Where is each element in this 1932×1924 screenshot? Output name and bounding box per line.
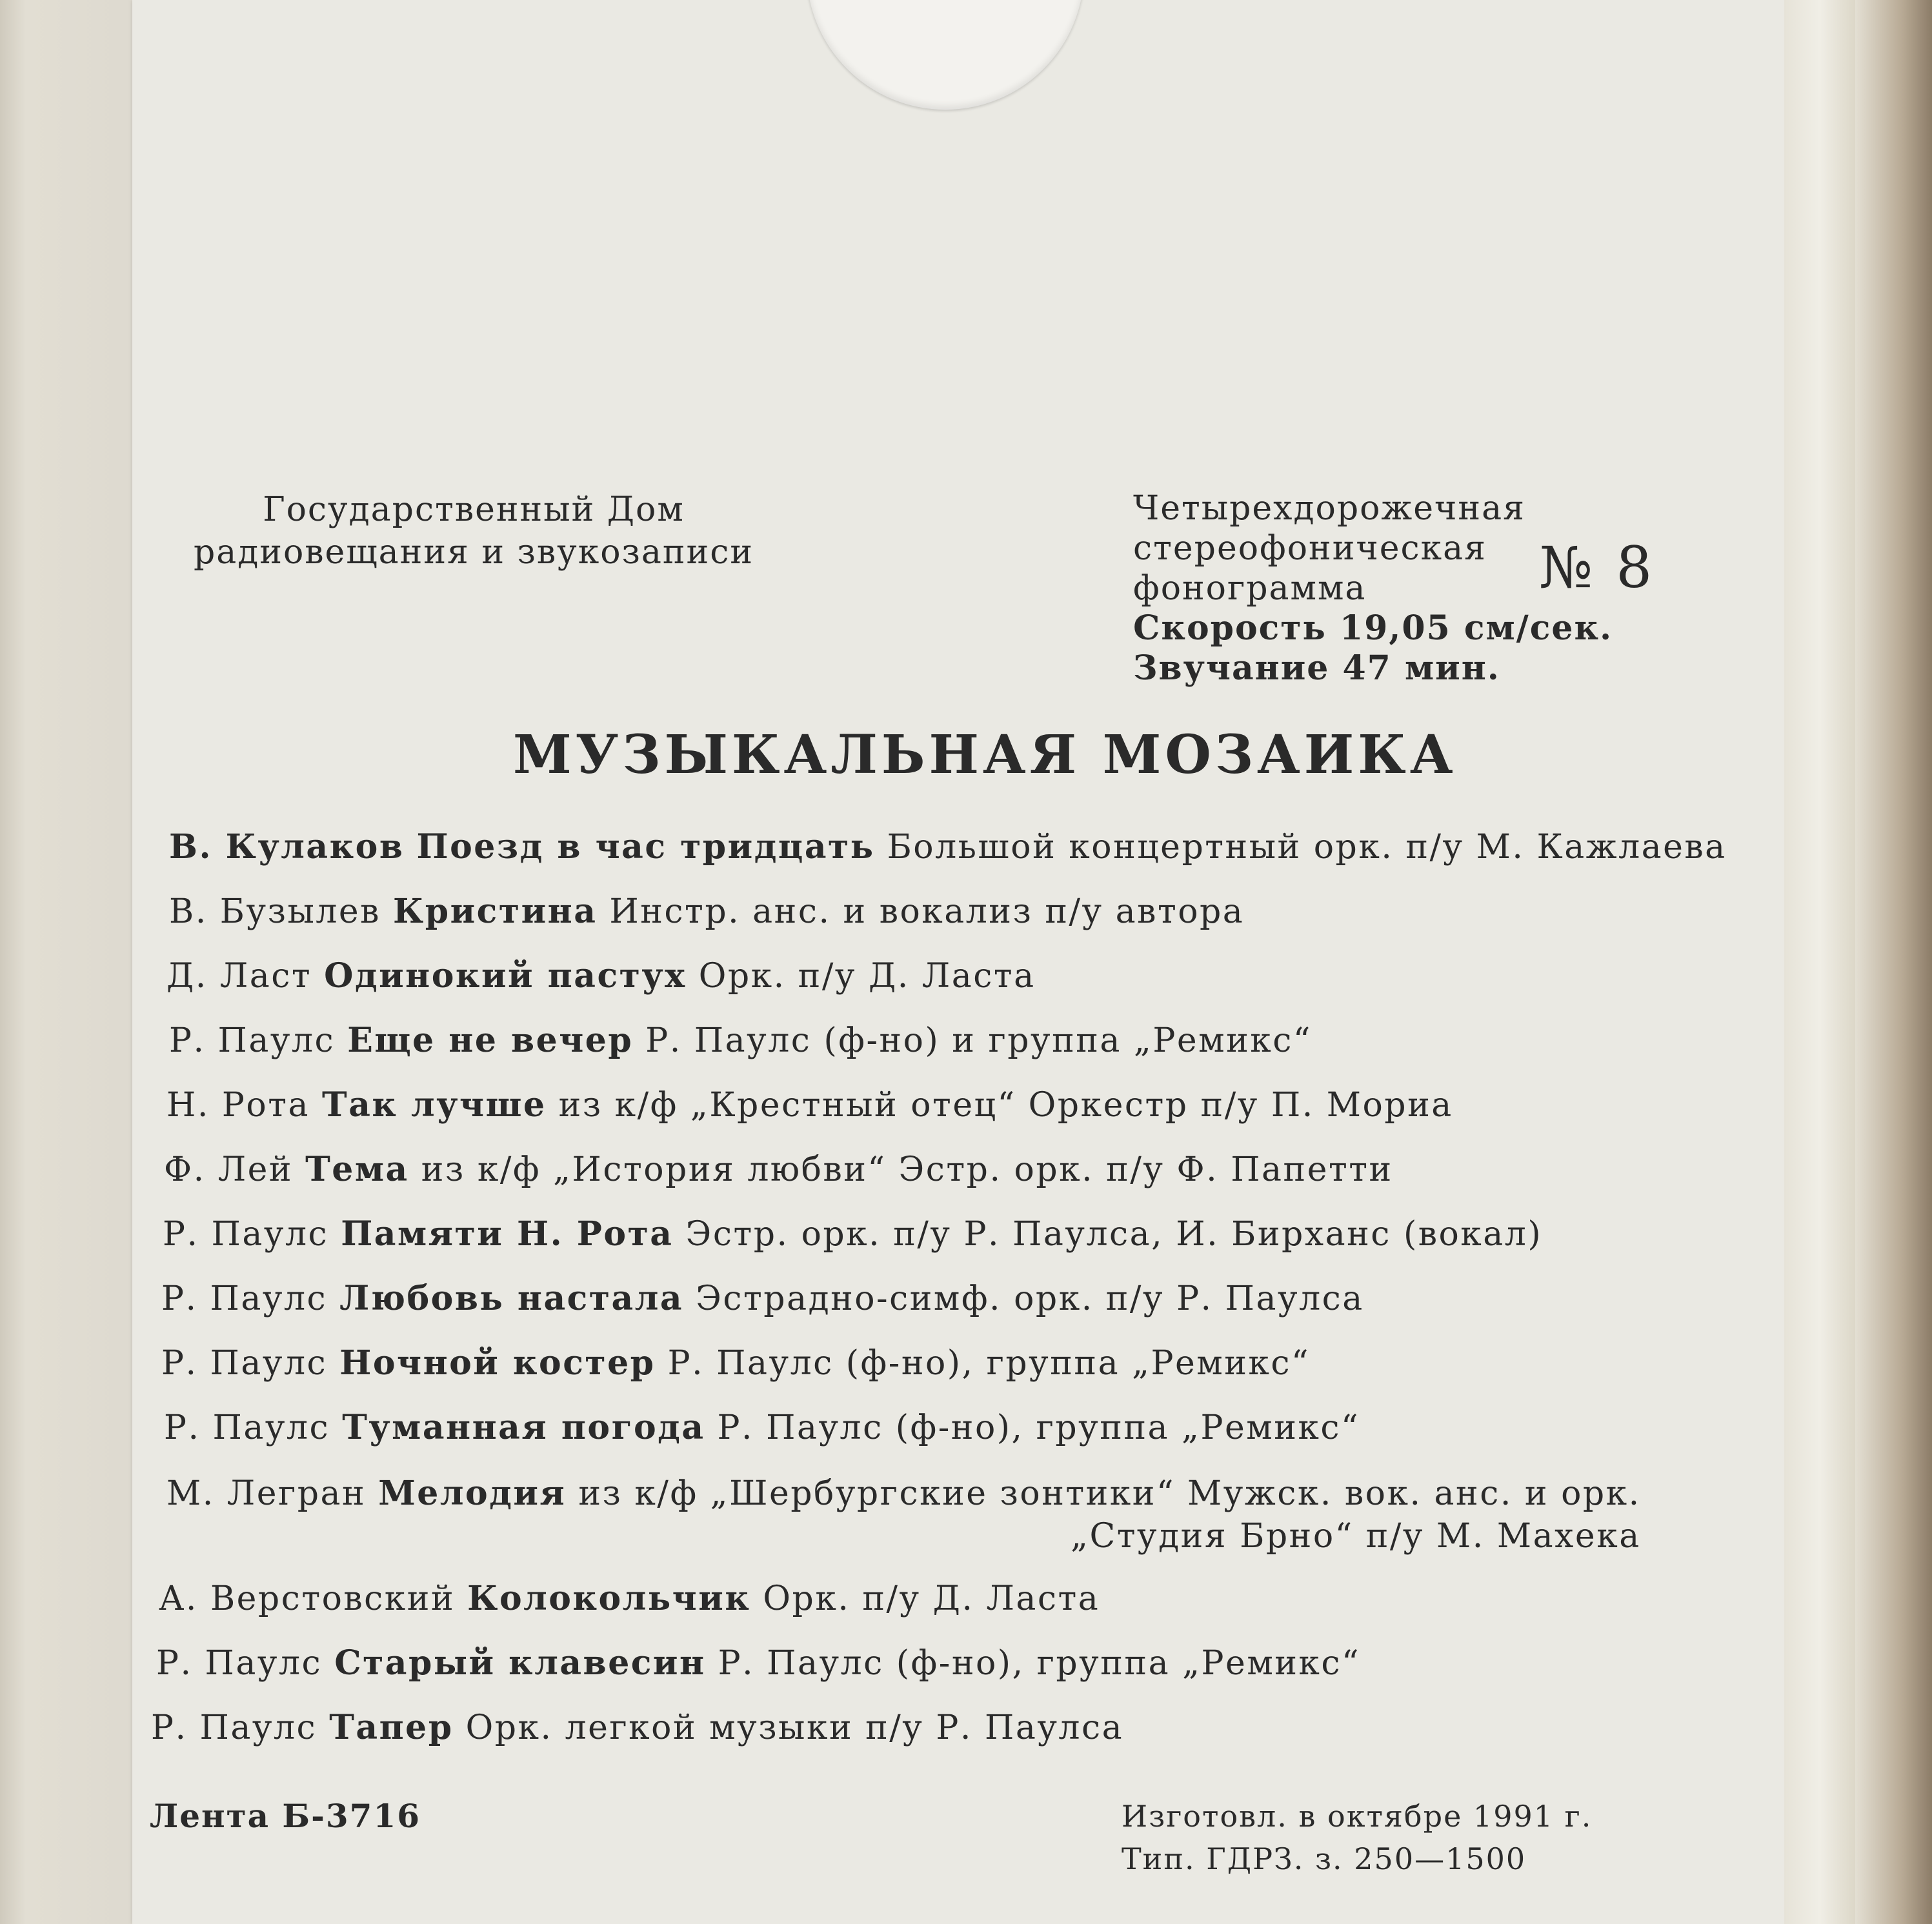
track-title: Тапер (329, 1708, 454, 1747)
spec-duration: Звучание 47 мин. (1133, 648, 1500, 688)
track-item (161, 1279, 1364, 1318)
track-performer: из к/ф „Шербургские зонтики“ Мужск. вок. анс. и орк. (578, 1474, 1641, 1513)
track-composer: Р. Паулс (156, 1644, 323, 1683)
track-performer: Р. Паулс (ф-но), группа „Ремикс“ (717, 1408, 1360, 1447)
track-title: Тема (305, 1150, 409, 1189)
track-title: Поезд в час тридцать (416, 827, 875, 867)
track-item (159, 1579, 1100, 1618)
card-edge-stripe (1784, 0, 1855, 1924)
track-performer: из к/ф „Крестный отец“ Оркестр п/у П. Мориа (558, 1086, 1453, 1125)
printer-info: Тип. ГДРЗ. з. 250—1500 (1122, 1841, 1527, 1876)
publisher-line-1: Государственный Дом (263, 490, 685, 529)
track-performer: Р. Паулс (ф-но), группа „Ремикс“ (667, 1344, 1311, 1383)
track-item (163, 1214, 1542, 1254)
track-title: Ночной костер (339, 1343, 656, 1383)
spec-line-2: стереофоническая (1133, 529, 1487, 568)
track-title: Мелодия (378, 1474, 567, 1513)
track-composer: Р. Паулс (151, 1709, 317, 1747)
track-title: Любовь настала (339, 1279, 684, 1318)
publisher-block (194, 488, 754, 574)
track-performer: Орк. п/у Д. Ласта (763, 1579, 1100, 1618)
imprint-block (1122, 1795, 1592, 1880)
publisher-line-2: радиовещания и звукозаписи (194, 533, 754, 572)
track-title: Туманная погода (342, 1408, 705, 1447)
album-title: МУЗЫКАЛЬНАЯ МОЗАИКА (513, 724, 1457, 786)
track-title: Памяти Н. Рота (341, 1214, 674, 1254)
track-item (164, 1150, 1393, 1189)
track-composer: Н. Рота (166, 1086, 310, 1125)
track-performer: Эстр. орк. п/у Р. Паулса, И. Бирханс (вокал) (685, 1215, 1543, 1254)
track-item (161, 1343, 1310, 1383)
track-item (166, 956, 1036, 996)
track-performer: Орк. п/у Д. Ласта (698, 957, 1036, 996)
track-performer: Р. Паулс (ф-но) и группа „Ремикс“ (645, 1021, 1312, 1060)
track-item (169, 827, 1727, 867)
track-composer: Р. Паулс (169, 1021, 336, 1060)
catalog-number: № 8 (1539, 534, 1655, 601)
track-title: Одинокий пастух (324, 956, 687, 996)
manufactured-date: Изготовл. в октябре 1991 г. (1122, 1799, 1593, 1834)
track-composer: В. Бузылев (169, 892, 381, 931)
track-title: Старый клавесин (334, 1643, 706, 1683)
box-edge (1855, 0, 1932, 1924)
track-item (169, 892, 1244, 931)
track-performer: Большой концертный орк. п/у М. Кажлаева (887, 828, 1727, 867)
track-composer: А. Верстовский (159, 1579, 456, 1618)
track-composer: Р. Паулс (164, 1408, 330, 1447)
track-item (151, 1708, 1123, 1747)
track-title: Еще не вечер (347, 1021, 634, 1060)
track-composer: Р. Паулс (161, 1279, 328, 1318)
track-item (156, 1643, 1360, 1683)
track-title: Так лучше (322, 1085, 547, 1125)
track-title: Колокольчик (467, 1579, 751, 1618)
track-performer: Инстр. анс. и вокализ п/у автора (609, 892, 1245, 931)
track-performer: Р. Паулс (ф-но), группа „Ремикс“ (718, 1644, 1361, 1683)
track-performer: Орк. легкой музыки п/у Р. Паулса (465, 1709, 1124, 1747)
track-performer: из к/ф „История любви“ Эстр. орк. п/у Ф. Папетти (421, 1150, 1393, 1189)
track-composer: М. Легран (166, 1474, 367, 1513)
track-item (166, 1085, 1453, 1125)
track-title: Кристина (392, 892, 598, 931)
track-performer-continued: „Студия Брно“ п/у М. Махека (1071, 1517, 1641, 1556)
track-performer: Эстрадно-симф. орк. п/у Р. Паулса (696, 1279, 1364, 1318)
spec-line-3: фонограмма (1133, 569, 1367, 608)
track-item (164, 1408, 1360, 1447)
tape-number: Лента Б-3716 (150, 1797, 421, 1835)
track-composer: Р. Паулс (163, 1215, 329, 1254)
track-composer: Р. Паулс (161, 1344, 328, 1383)
spec-speed: Скорость 19,05 см/сек. (1133, 608, 1613, 648)
track-item (169, 1021, 1312, 1060)
track-composer: В. Кулаков (169, 827, 405, 867)
track-composer: Ф. Лей (164, 1150, 294, 1189)
spec-line-1: Четырехдорожечная (1133, 489, 1525, 528)
track-item (166, 1472, 1641, 1558)
track-composer: Д. Ласт (166, 957, 312, 996)
